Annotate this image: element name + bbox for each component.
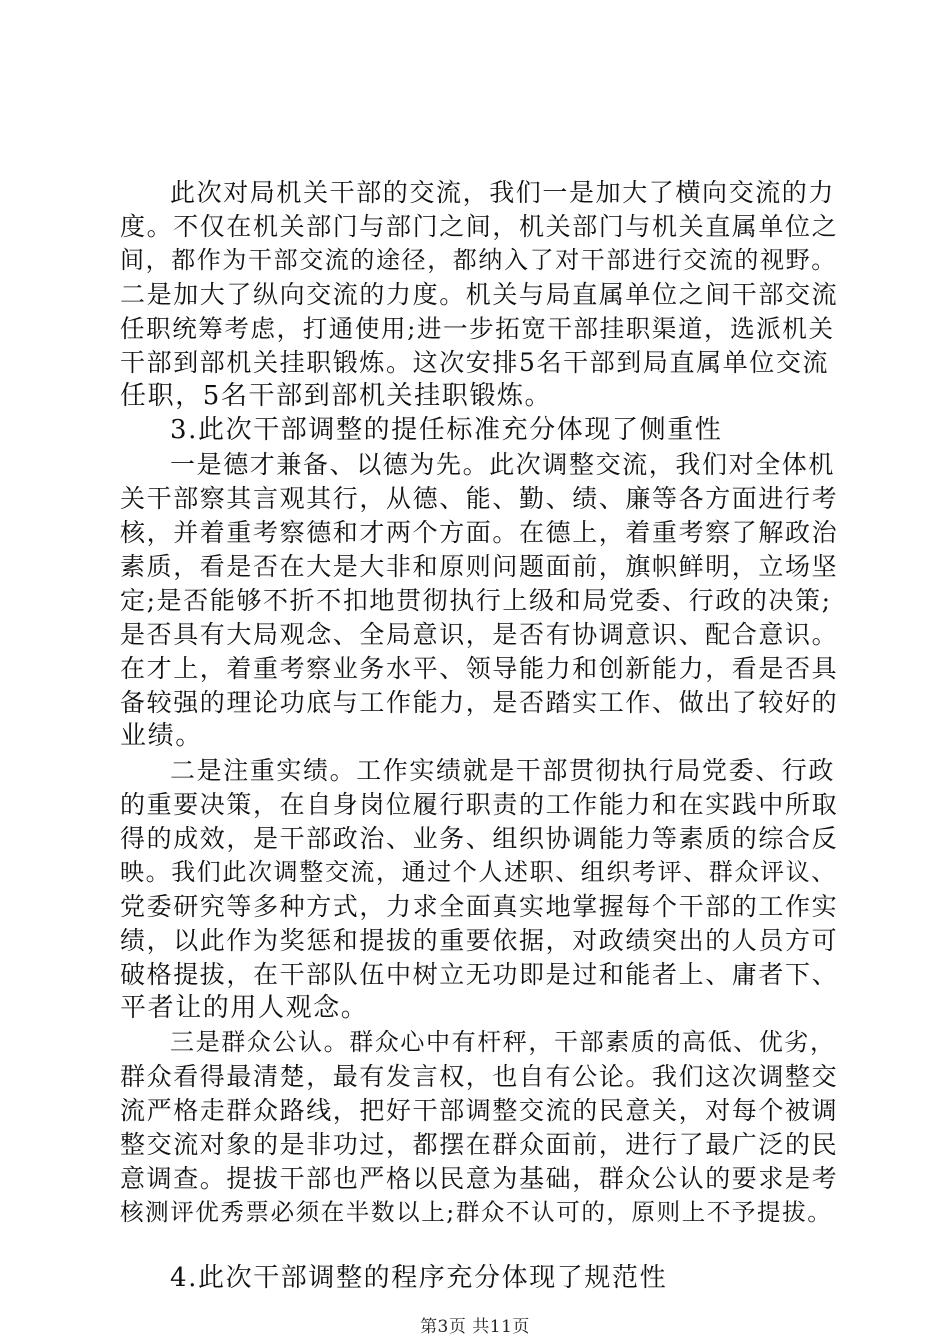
section-heading: 3.此次干部调整的提任标准充分体现了侧重性 xyxy=(170,415,723,445)
paragraph-line: 干部到部机关挂职锻炼。这次安排5名干部到局直属单位交流 xyxy=(120,348,830,377)
paragraph-line: 破格提拔，在干部队伍中树立无功即是过和能者上、庸者下、 xyxy=(120,960,839,989)
paragraph-line: 二是注重实绩。工作实绩就是干部贯彻执行局党委、行政 xyxy=(170,756,836,785)
paragraph-line: 间，都作为干部交流的途径，都纳入了对干部进行交流的视野。 xyxy=(120,246,837,274)
paragraph-line: 素质，看是否在大是大非和原则问题面前，旗帜鲜明，立场坚 xyxy=(120,552,839,581)
paragraph-line: 映。我们此次调整交流，通过个人述职、组织考评、群众评议、 xyxy=(120,858,837,886)
paragraph-line: 业绩。 xyxy=(120,721,203,751)
paragraph-line: 整交流对象的是非功过，都摆在群众面前，进行了最广泛的民 xyxy=(120,1130,839,1159)
paragraph-line: 二是加大了纵向交流的力度。机关与局直属单位之间干部交流 xyxy=(120,280,839,309)
paragraph-line: 度。不仅在机关部门与部门之间，机关部门与机关直属单位之 xyxy=(120,212,839,241)
paragraph-line: 一是德才兼备、以德为先。此次调整交流，我们对全体机 xyxy=(170,450,836,479)
paragraph-line: 流严格走群众路线，把好干部调整交流的民意关，对每个被调 xyxy=(120,1096,839,1125)
section-heading: 4.此次干部调整的程序充分体现了规范性 xyxy=(170,1263,668,1293)
paragraph-line: 核，并着重考察德和才两个方面。在德上，着重考察了解政治 xyxy=(120,518,839,547)
paragraph-line: 此次对局机关干部的交流，我们一是加大了横向交流的力 xyxy=(170,178,836,207)
paragraph-line: 任职统筹考虑，打通使用;进一步拓宽干部挂职渠道，选派机关 xyxy=(120,314,835,343)
paragraph-line: 定;是否能够不折不扣地贯彻执行上级和局党委、行政的决策; xyxy=(120,586,832,615)
paragraph-line: 党委研究等多种方式，力求全面真实地掌握每个干部的工作实 xyxy=(120,892,839,921)
paragraph-line: 群众看得最清楚，最有发言权，也自有公论。我们这次调整交 xyxy=(120,1062,839,1091)
page-number-footer: 第3页 共11页 xyxy=(420,1317,530,1337)
paragraph-line: 关干部察其言观其行，从德、能、勤、绩、廉等各方面进行考 xyxy=(120,484,839,513)
paragraph-line: 平者让的用人观念。 xyxy=(120,993,369,1023)
paragraph-line: 在才上，着重考察业务水平、领导能力和创新能力，看是否具 xyxy=(120,654,839,683)
paragraph-line: 任职，5名干部到部机关挂职锻炼。 xyxy=(120,381,553,411)
paragraph-line: 核测评优秀票必须在半数以上;群众不认可的，原则上不予提拔。 xyxy=(120,1198,833,1226)
paragraph-line: 三是群众公认。群众心中有杆秤，干部素质的高低、优劣， xyxy=(170,1028,836,1056)
paragraph-line: 得的成效，是干部政治、业务、组织协调能力等素质的综合反 xyxy=(120,824,839,853)
paragraph-line: 的重要决策，在自身岗位履行职责的工作能力和在实践中所取 xyxy=(120,790,839,819)
paragraph-line: 绩，以此作为奖惩和提拔的重要依据，对政绩突出的人员方可 xyxy=(120,926,839,955)
paragraph-line: 是否具有大局观念、全局意识，是否有协调意识、配合意识。 xyxy=(120,620,839,649)
paragraph-line: 备较强的理论功底与工作能力，是否踏实工作、做出了较好的 xyxy=(120,688,839,717)
paragraph-line: 意调查。提拔干部也严格以民意为基础，群众公认的要求是考 xyxy=(120,1164,839,1193)
